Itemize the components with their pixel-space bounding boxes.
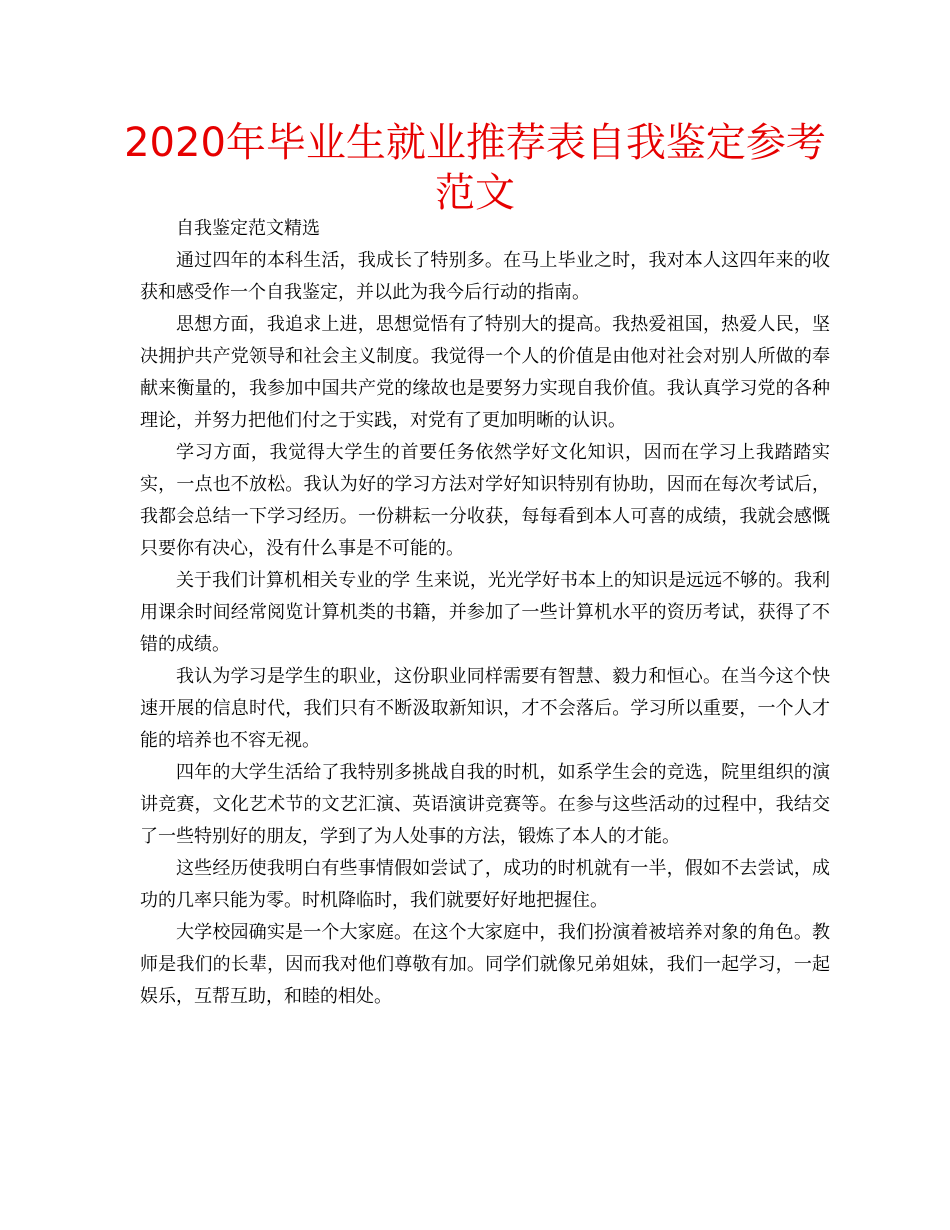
paragraph-ideology: 思想方面，我追求上进，思想觉悟有了特别大的提高。我热爱祖国，热爱人民，坚决拥护共产党领导和社会主义制度。我觉得一个人的价值是由他对社会对别人所做的奉献来衡量的，我参加中国共产党的缘故也是要努力实现自我价值。我认真学习党的各种理论，并努力把他们付之于实践，对党有了更加明晰的认识。 bbox=[140, 314, 830, 431]
paragraph-study: 学习方面，我觉得大学生的首要任务依然学好文化知识，因而在学习上我踏踏实实，一点也不放松。我认为好的学习方法对学好知识特别有协助，因而在每次考试后，我都会总结一下学习经历。一份耕耘一分收获，每每看到本人可喜的成绩，我就会感慨只要你有决心，没有什么事是不可能的。 bbox=[140, 442, 830, 559]
paragraph-campus: 大学校园确实是一个大家庭。在这个大家庭中，我们扮演着被培养对象的角色。教师是我们的长辈，因而我对他们尊敬有加。同学们就像兄弟姐妹，我们一起学习，一起娱乐，互帮互助，和睦的相处。 bbox=[140, 922, 830, 1007]
section-heading: 自我鉴定范文精选 bbox=[176, 218, 320, 239]
document-title: 2020年毕业生就业推荐表自我鉴定参考范文 bbox=[124, 120, 826, 216]
paragraph-learning: 我认为学习是学生的职业，这份职业同样需要有智慧、毅力和恒心。在当今这个快速开展的信息时代，我们只有不断汲取新知识，才不会落后。学习所以重要，一个人才能的培养也不容无视。 bbox=[140, 666, 830, 751]
paragraph-major: 关于我们计算机相关专业的学 生来说，光光学好书本上的知识是远远不够的。我利用课余时间经常阅览计算机类的书籍，并参加了一些计算机水平的资历考试，获得了不错的成绩。 bbox=[140, 570, 830, 655]
document-body bbox=[140, 213, 830, 1013]
paragraph-activities: 四年的大学生活给了我特别多挑战自我的时机，如系学生会的竞选，院里组织的演讲竞赛，文化艺术节的文艺汇演、英语演讲竞赛等。在参与这些活动的过程中，我结交了一些特别好的朋友，学到了为人处事的方法，锻炼了本人的才能。 bbox=[140, 762, 830, 847]
paragraph-intro: 通过四年的本科生活，我成长了特别多。在马上毕业之时，我对本人这四年来的收获和感受作一个自我鉴定，并以此为我今后行动的指南。 bbox=[140, 250, 830, 303]
paragraph-experience: 这些经历使我明白有些事情假如尝试了，成功的时机就有一半，假如不去尝试，成功的几率只能为零。时机降临时，我们就要好好地把握住。 bbox=[140, 858, 830, 911]
